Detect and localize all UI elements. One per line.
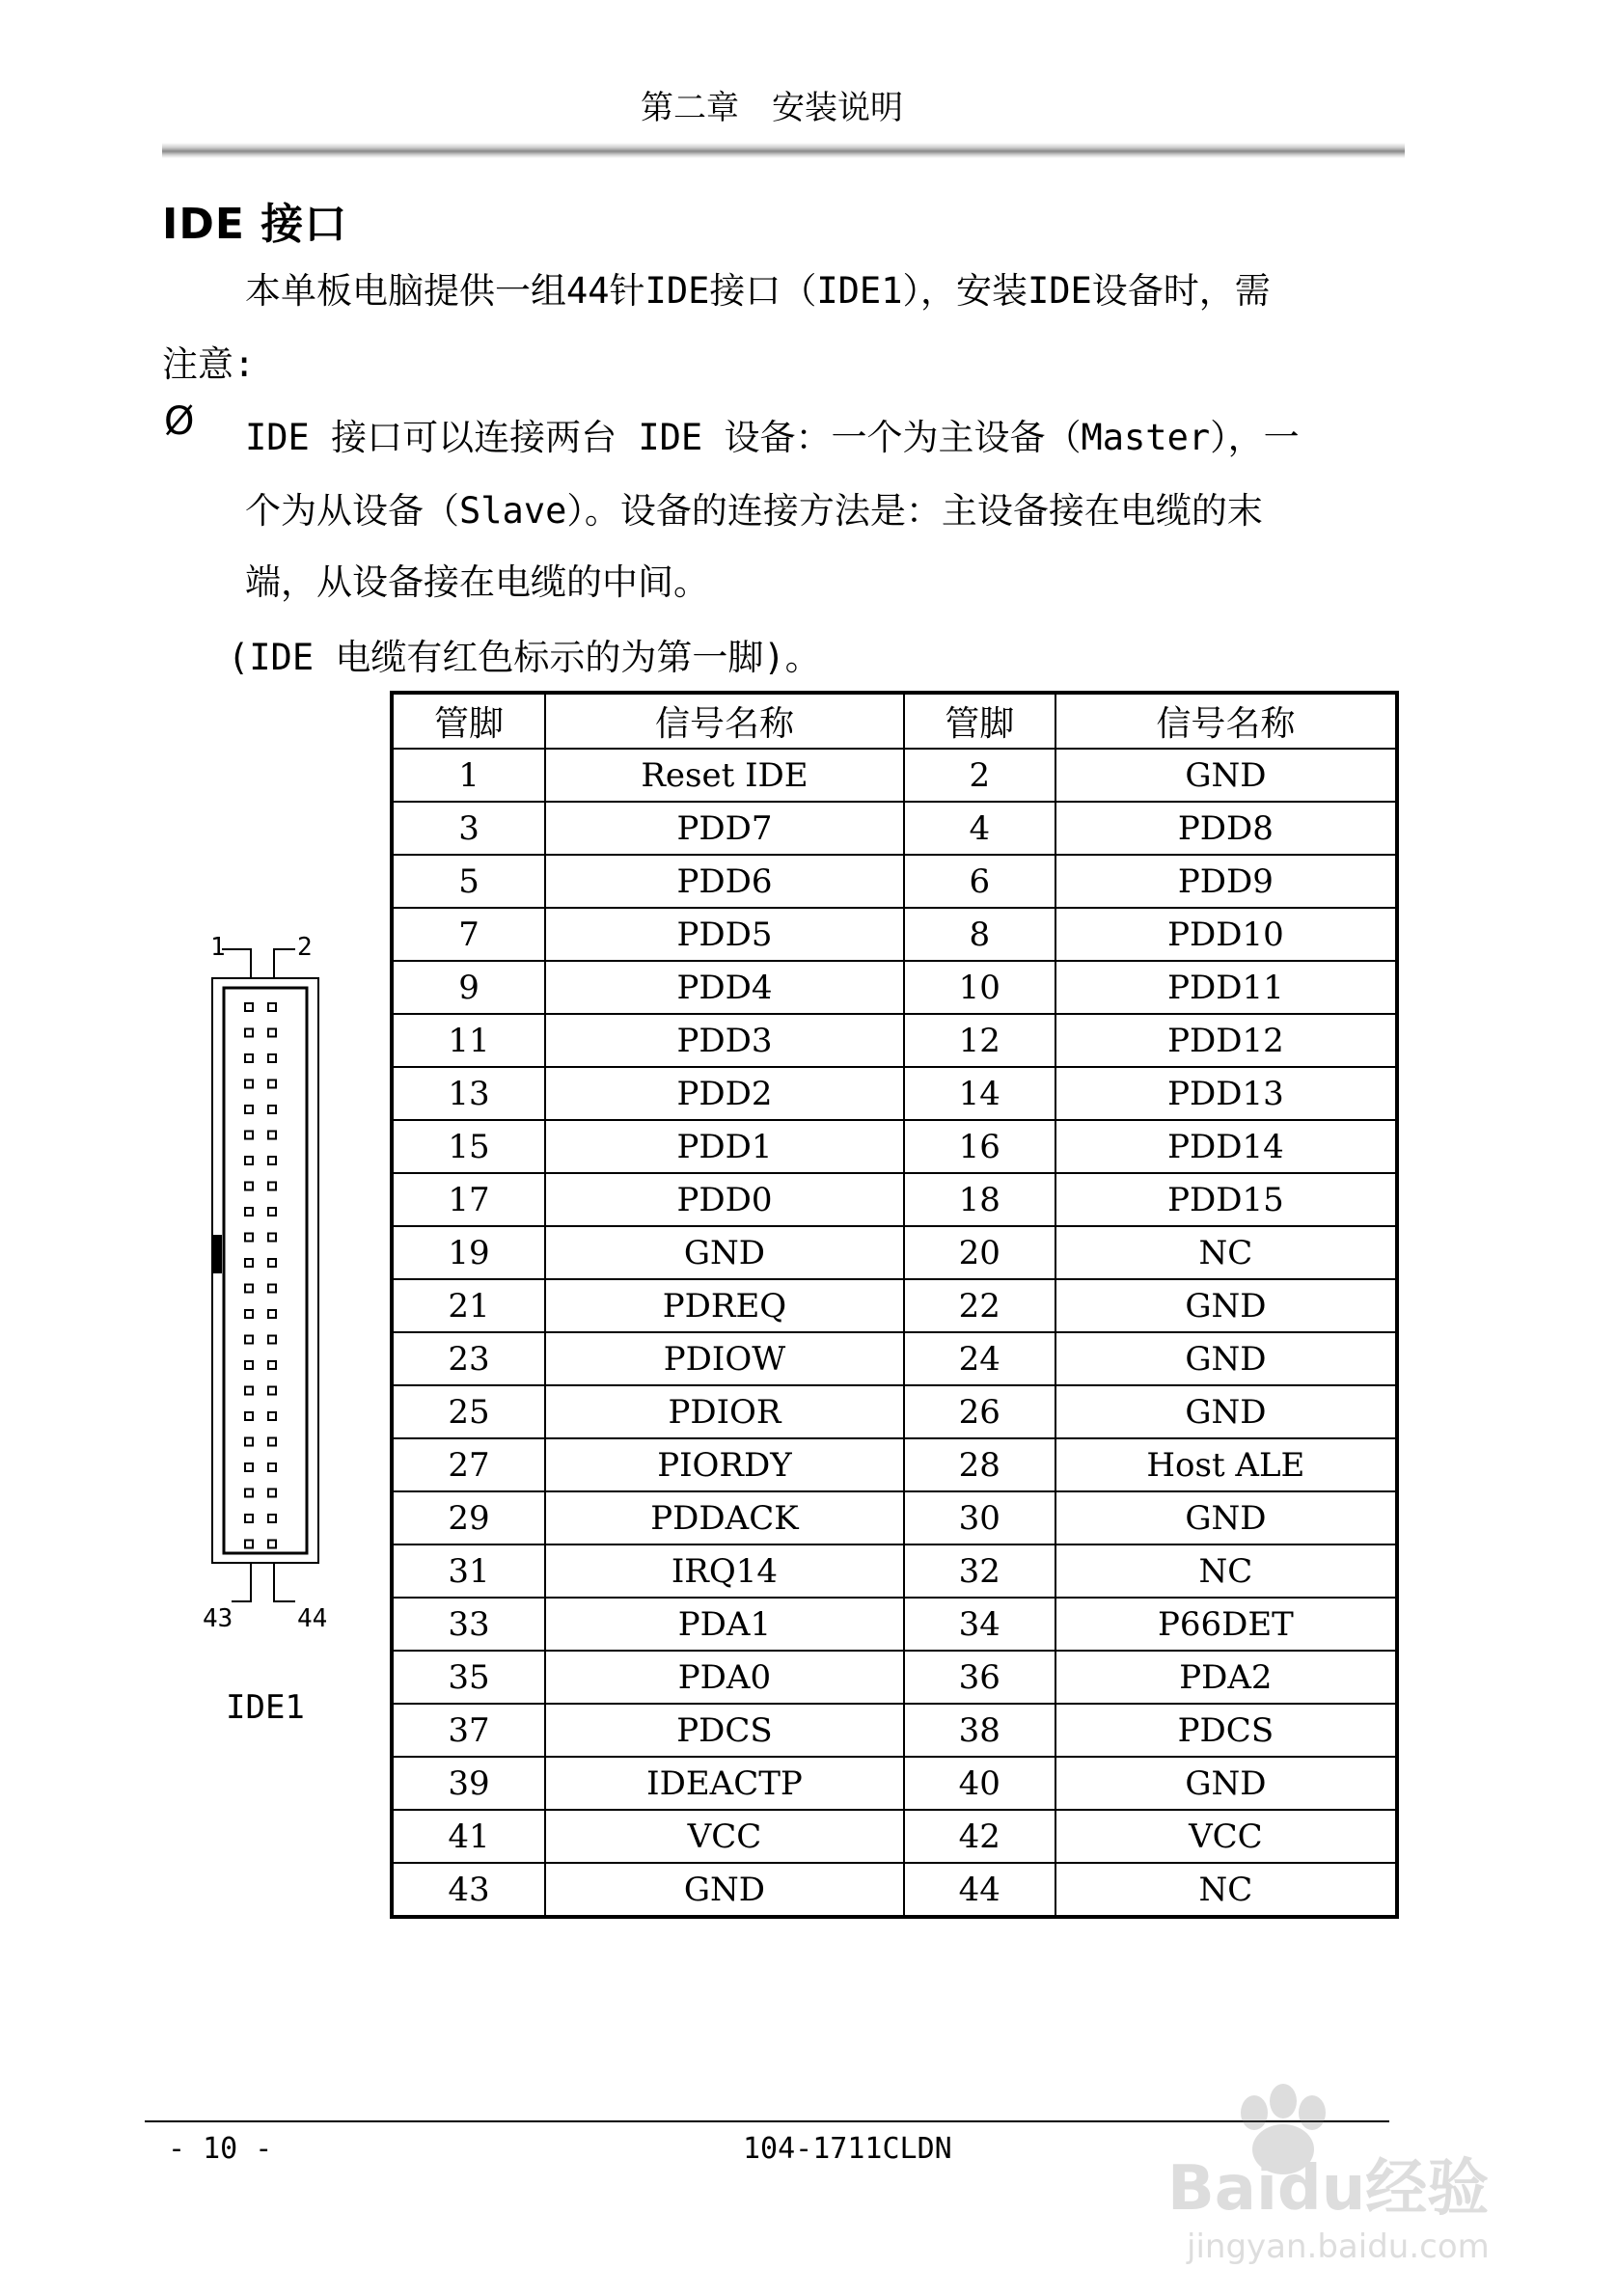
signal-name-cell: PDA2 [1055,1651,1397,1704]
connector-pin [245,1183,253,1190]
pin-number-cell: 37 [392,1704,545,1757]
connector-pin [245,1054,253,1062]
pin-number-cell: 39 [392,1757,545,1810]
pin-number-cell: 41 [392,1810,545,1863]
connector-pin-44-label: 44 [297,1604,328,1633]
signal-name-cell: PDD10 [1055,908,1397,961]
pinout-table [390,691,1399,1919]
signal-name-cell: P66DET [1055,1598,1397,1651]
pin-number-cell: 43 [392,1863,545,1917]
pin-number-cell: 29 [392,1491,545,1544]
pin-number-cell: 20 [904,1226,1055,1279]
table-row [392,1704,1397,1757]
pin-number-cell: 25 [392,1385,545,1438]
pin-number-cell: 2 [904,749,1055,802]
intro-line-1: 本单板电脑提供一组44针IDE接口（IDE1），安装IDE设备时，需 [245,270,1271,312]
table-row [392,1438,1397,1491]
pin-number-cell: 30 [904,1491,1055,1544]
signal-name-cell: Host ALE [1055,1438,1397,1491]
connector-pin [268,1438,276,1446]
signal-name-cell: PDD11 [1055,961,1397,1014]
signal-name-cell: PDD12 [1055,1014,1397,1067]
table-header-row [392,693,1397,749]
pin-number-cell: 36 [904,1651,1055,1704]
connector-pin [268,1310,276,1318]
connector-pin [268,1003,276,1011]
connector-pin [268,1259,276,1267]
connector-pin-1-label: 1 [210,933,226,962]
header-rule [162,143,1405,158]
intro-line-2: 注意: [162,343,256,385]
signal-name-cell: GND [1055,1491,1397,1544]
table-row [392,749,1397,802]
signal-name-cell: PDA0 [545,1651,904,1704]
pin-number-cell: 13 [392,1067,545,1120]
bullet-line-2: 个为从设备（Slave）。设备的连接方法是：主设备接在电缆的末 [245,490,1263,532]
connector-pin [245,1463,253,1471]
signal-name-cell: PDDACK [545,1491,904,1544]
pin-number-cell: 14 [904,1067,1055,1120]
table-row [392,1014,1397,1067]
pin-number-cell: 18 [904,1173,1055,1226]
pin-number-cell: 40 [904,1757,1055,1810]
bullet-line-3: 端，从设备接在电缆的中间。 [245,561,709,603]
pin-number-cell: 33 [392,1598,545,1651]
signal-name-cell: VCC [1055,1810,1397,1863]
signal-name-cell: PDD3 [545,1014,904,1067]
connector-pin [245,1361,253,1369]
signal-name-cell: VCC [545,1810,904,1863]
signal-name-cell: PDD6 [545,855,904,908]
page-number: - 10 - [168,2132,273,2166]
pin-number-cell: 5 [392,855,545,908]
signal-name-cell: PDD8 [1055,802,1397,855]
connector-body [212,978,318,1563]
pin-number-cell: 7 [392,908,545,961]
pin-number-cell: 8 [904,908,1055,961]
pin-number-cell: 9 [392,961,545,1014]
connector-pin [245,1438,253,1446]
signal-name-cell: PDIOW [545,1332,904,1385]
signal-name-cell: Reset IDE [545,749,904,802]
connector-pin [245,1285,253,1293]
table-row [392,855,1397,908]
connector-pin [245,1234,253,1242]
connector-pin [268,1054,276,1062]
pin-number-cell: 10 [904,961,1055,1014]
connector-caption: IDE1 [226,1688,305,1727]
connector-pin [268,1183,276,1190]
signal-name-cell: PDD15 [1055,1173,1397,1226]
connector-pin [245,1029,253,1037]
signal-name-cell: PDCS [545,1704,904,1757]
pin-number-cell: 6 [904,855,1055,908]
signal-name-cell: GND [1055,1279,1397,1332]
signal-name-cell: NC [1055,1226,1397,1279]
connector-pin [245,1541,253,1548]
pin-number-cell: 31 [392,1544,545,1598]
connector-pin [268,1490,276,1497]
signal-name-cell: IRQ14 [545,1544,904,1598]
connector-pin [268,1234,276,1242]
connector-pin [268,1106,276,1113]
pin-number-cell: 44 [904,1863,1055,1917]
pin-number-cell: 19 [392,1226,545,1279]
connector-pin [245,1259,253,1267]
pin-number-cell: 4 [904,802,1055,855]
connector-pin [268,1387,276,1395]
pin-number-cell: 17 [392,1173,545,1226]
connector-pin [245,1080,253,1088]
pin-number-cell: 24 [904,1332,1055,1385]
connector-pin [268,1541,276,1548]
pin-number-cell: 11 [392,1014,545,1067]
connector-pin [268,1463,276,1471]
signal-name-cell: PDD7 [545,802,904,855]
table-row [392,1226,1397,1279]
table-row [392,1863,1397,1917]
cable-note: (IDE 电缆有红色标示的为第一脚)。 [228,637,821,678]
connector-pin [245,1387,253,1395]
table-row [392,1810,1397,1863]
connector-pin-2-label: 2 [297,933,313,962]
bullet-line-1: IDE 接口可以连接两台 IDE 设备：一个为主设备（Master），一 [245,417,1300,458]
pin-number-cell: 38 [904,1704,1055,1757]
pin-number-cell: 15 [392,1120,545,1173]
header-signal: 信号名称 [545,693,904,749]
header-signal: 信号名称 [1055,693,1397,749]
signal-name-cell: PDD0 [545,1173,904,1226]
connector-pin [268,1285,276,1293]
signal-name-cell: PDD5 [545,908,904,961]
table-row [392,1279,1397,1332]
connector-pin [268,1132,276,1139]
connector-pin [268,1361,276,1369]
section-title: IDE 接口 [162,200,348,249]
table-row [392,1491,1397,1544]
connector-pin [268,1029,276,1037]
table-row [392,1757,1397,1810]
signal-name-cell: PDD2 [545,1067,904,1120]
table-row [392,1332,1397,1385]
connector-shroud [224,988,307,1553]
signal-name-cell: GND [1055,1332,1397,1385]
table-row [392,1598,1397,1651]
connector-key-notch [212,1235,222,1273]
signal-name-cell: PDD4 [545,961,904,1014]
header-pin: 管脚 [904,693,1055,749]
baidu-watermark-logo [1148,2074,1534,2267]
table-row [392,1173,1397,1226]
signal-name-cell: PDD14 [1055,1120,1397,1173]
connector-pin [268,1412,276,1420]
connector-pin [268,1336,276,1344]
table-row [392,1651,1397,1704]
table-row [392,1120,1397,1173]
signal-name-cell: NC [1055,1544,1397,1598]
connector-pin [245,1336,253,1344]
header-pin: 管脚 [392,693,545,749]
table-row [392,961,1397,1014]
signal-name-cell: PDCS [1055,1704,1397,1757]
connector-pin [245,1490,253,1497]
connector-pin [245,1310,253,1318]
ide1-connector-diagram [203,926,338,1659]
table-row [392,1067,1397,1120]
pin-number-cell: 27 [392,1438,545,1491]
bullet-icon: Ø [164,399,195,444]
connector-pin [268,1157,276,1164]
connector-pin [245,1003,253,1011]
signal-name-cell: PDIOR [545,1385,904,1438]
pin-number-cell: 23 [392,1332,545,1385]
pin-number-cell: 21 [392,1279,545,1332]
table-row [392,908,1397,961]
signal-name-cell: GND [545,1863,904,1917]
pin-number-cell: 3 [392,802,545,855]
pin-number-cell: 26 [904,1385,1055,1438]
signal-name-cell: GND [1055,1385,1397,1438]
connector-pin [245,1515,253,1522]
connector-pin [245,1132,253,1139]
signal-name-cell: NC [1055,1863,1397,1917]
signal-name-cell: PDD1 [545,1120,904,1173]
connector-pin-grid [245,1003,276,1548]
pin-number-cell: 34 [904,1598,1055,1651]
pin-number-cell: 1 [392,749,545,802]
chapter-title: 第二章 安装说明 [641,89,903,127]
signal-name-cell: PDD9 [1055,855,1397,908]
table-row [392,1385,1397,1438]
connector-pin-43-label: 43 [203,1604,233,1633]
connector-pin [268,1515,276,1522]
connector-pin [268,1208,276,1216]
document-code: 104-1711CLDN [743,2132,952,2166]
signal-name-cell: PDREQ [545,1279,904,1332]
connector-pin [245,1208,253,1216]
connector-pin [245,1412,253,1420]
signal-name-cell: PIORDY [545,1438,904,1491]
signal-name-cell: GND [1055,749,1397,802]
pin-number-cell: 12 [904,1014,1055,1067]
watermark-url-text: jingyan.baidu.com [1187,2228,1490,2266]
signal-name-cell: PDA1 [545,1598,904,1651]
watermark-brand-text: Baidu经验 [1167,2153,1490,2225]
pin-number-cell: 28 [904,1438,1055,1491]
connector-pin [245,1106,253,1113]
signal-name-cell: GND [1055,1757,1397,1810]
signal-name-cell: PDD13 [1055,1067,1397,1120]
table-row [392,1544,1397,1598]
connector-pin [245,1157,253,1164]
table-row [392,802,1397,855]
pin-number-cell: 32 [904,1544,1055,1598]
signal-name-cell: GND [545,1226,904,1279]
signal-name-cell: IDEACTP [545,1757,904,1810]
pin-number-cell: 35 [392,1651,545,1704]
pin-number-cell: 22 [904,1279,1055,1332]
pin-number-cell: 16 [904,1120,1055,1173]
connector-pin [268,1080,276,1088]
pin-number-cell: 42 [904,1810,1055,1863]
